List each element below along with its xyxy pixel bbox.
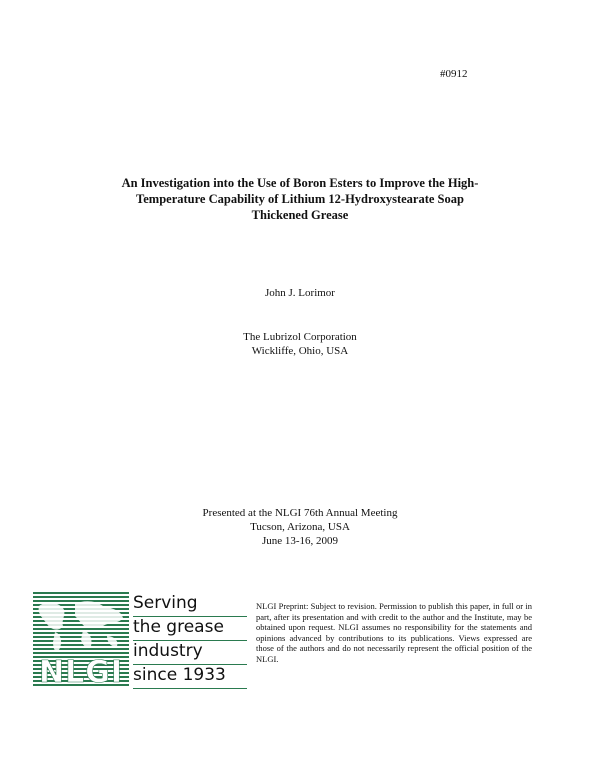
affiliation-organization: The Lubrizol Corporation xyxy=(243,331,357,343)
nlgi-letters xyxy=(33,592,129,688)
author-name: John J. Lorimor xyxy=(265,287,335,299)
presentation-date: June 13-16, 2009 xyxy=(261,535,339,547)
logo-slogan xyxy=(129,592,247,688)
preprint-disclaimer: NLGI Preprint: Subject to revision. Permission to publish this paper, in full or in part, after its presentation and with credit to the author and the Institute, may be obtained upon request. NLGI assumes no responsibility for the statements and opinions advanced by contributions to its publications. Views expressed are those of the authors and do not necessarily represent the official position of the NLGI. xyxy=(256,601,532,664)
presentation-meeting: Presented at the NLGI 76th Annual Meeting xyxy=(202,507,398,519)
title-line: An Investigation into the Use of Boron Esters to Improve the High- xyxy=(121,176,479,190)
paper-number: #0912 xyxy=(440,68,468,80)
nlgi-logo xyxy=(33,592,247,688)
presentation-info xyxy=(0,506,600,548)
nlgi-globe-emblem xyxy=(33,592,129,688)
slogan-line: since 1933 xyxy=(133,664,247,689)
title-line: Thickened Grease xyxy=(251,208,349,222)
presentation-location: Tucson, Arizona, USA xyxy=(250,521,350,533)
paper-title xyxy=(100,175,500,223)
slogan-line: the grease xyxy=(133,616,247,641)
affiliation-location: Wickliffe, Ohio, USA xyxy=(251,345,349,357)
slogan-line: Serving xyxy=(133,592,247,617)
affiliation xyxy=(0,330,600,358)
logo-letters: NLGI xyxy=(38,655,124,688)
slogan-line: industry xyxy=(133,640,247,665)
title-line: Temperature Capability of Lithium 12-Hydroxystearate Soap xyxy=(136,192,464,206)
